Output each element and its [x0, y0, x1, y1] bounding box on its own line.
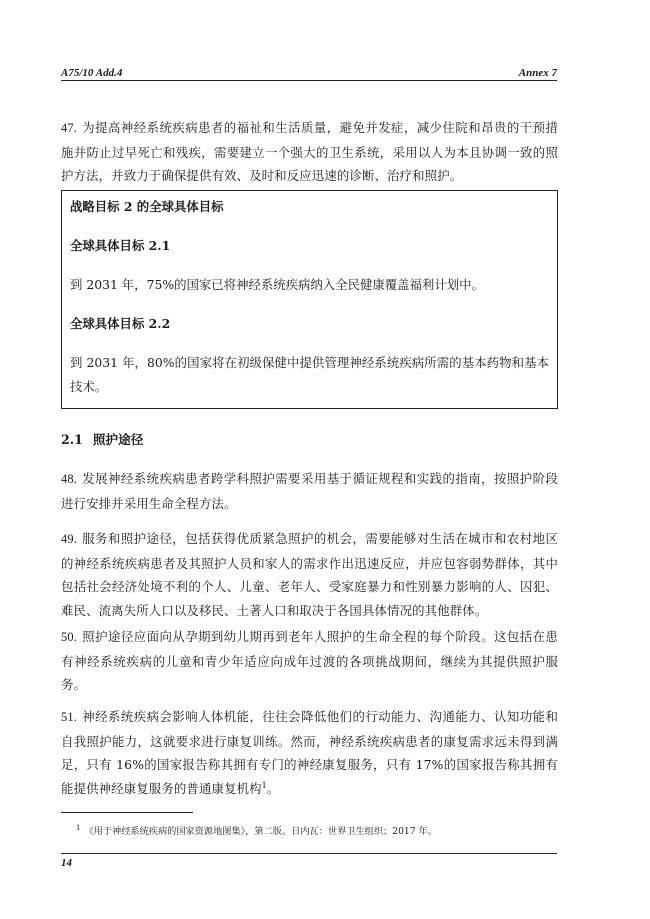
paragraph-48 [61, 467, 558, 515]
paragraph-text: 神经系统疾病会影响人体机能，往往会降低他们的行动能力、沟通能力、认知功能和自我照护能力，这就要求进行康复训练。然而，神经系统疾病患者的康复需求远未得到满足，只有 16%的国家报告称其拥有专门的神经康复服务，只有 17%的国家报告称其拥有能提供神经康复服务的普通康复机构 [61, 709, 558, 796]
paragraph-text: 照护途径应面向从孕期到幼儿期再到老年人照护的生命全程的每个阶段。这包括在患有神经系统疾病的儿童和青少年适应向成年过渡的各项挑战期间，继续为其提供照护服务。 [61, 629, 558, 692]
target-2-2-title: 全球具体目标 2.2 [70, 316, 171, 331]
annex-label: Annex 7 [518, 67, 557, 79]
footnote-text: 《用于神经系统疾病的国家资源地图集》，第二版。日内瓦：世界卫生组织；2017 年。 [84, 826, 437, 838]
footnote-mark: 1 [76, 824, 81, 832]
paragraph-number: 47. [61, 121, 77, 135]
paragraph-number: 51. [61, 710, 77, 724]
target-2-1-text: 到 2031 年，75%的国家已将神经系统疾病纳入全民健康覆盖福利计划中。 [70, 277, 484, 292]
page-number: 14 [61, 857, 72, 869]
header-rule [61, 80, 557, 81]
target-2-1-title: 全球具体目标 2.1 [70, 238, 171, 253]
box-title: 战略目标 2 的全球具体目标 [70, 199, 224, 214]
footnote-reference[interactable]: 1 [261, 780, 267, 790]
paragraph-text: 服务和照护途径，包括获得优质紧急照护的机会，需要能够对生活在城市和农村地区的神经系统疾病患者及其照护人员和家人的需求作出迅速反应，并应包容弱势群体，其中包括社会经济处境不利的个人、儿童、老年人、受家庭暴力和性别暴力影响的人、囚犯、难民、流离失所人口以及移民、土著人口和取决于各国具体情况的其他群体。 [61, 531, 558, 618]
paragraph-text: 发展神经系统疾病患者跨学科照护需要采用基于循证规程和实践的指南，按照护阶段进行安排并采用生命全程方法。 [61, 471, 558, 511]
paragraph-number: 50. [61, 630, 77, 644]
document-reference: A75/10 Add.4 [61, 67, 123, 79]
sentence-end: 。 [266, 780, 280, 796]
target-2-2-text: 到 2031 年，80%的国家将在初级保健中提供管理神经系统疾病所需的基本药物和基本技术。 [70, 355, 549, 394]
section-title: 照护途径 [92, 432, 144, 447]
paragraph-number: 48. [61, 472, 77, 486]
section-number: 2.1 [61, 432, 83, 447]
paragraph-47 [61, 116, 558, 188]
paragraph-text: 为提高神经系统疾病患者的福祉和生活质量，避免并发症，减少住院和昂贵的干预措施并防止过早死亡和残疾，需要建立一个强大的卫生系统，采用以人为本且协调一致的照护方法，并致力于确保提供有效、及时和反应迅速的诊断、治疗和照护。 [61, 120, 558, 183]
footer-rule [61, 853, 557, 854]
paragraph-50 [61, 625, 558, 697]
paragraph-number: 49. [61, 532, 77, 546]
paragraph-51 [61, 705, 558, 800]
footnote-rule [61, 812, 193, 813]
global-targets-box [61, 190, 558, 409]
paragraph-49 [61, 527, 558, 622]
running-header [61, 63, 557, 79]
footnote [76, 821, 556, 839]
section-heading [61, 430, 143, 450]
